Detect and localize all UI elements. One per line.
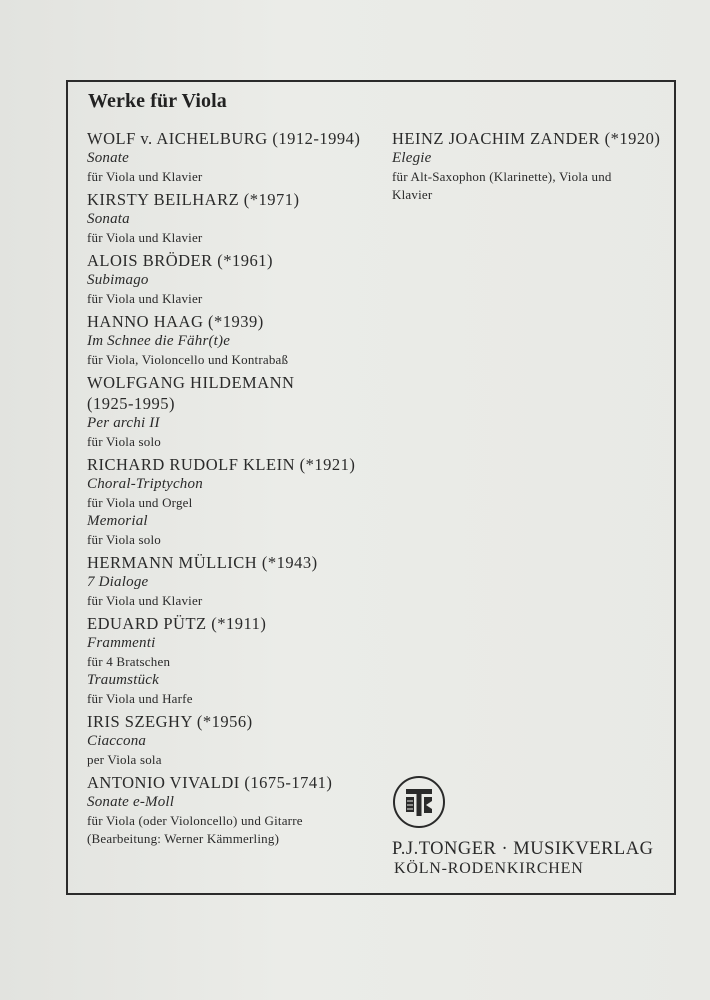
composer-name: ALOIS BRÖDER (*1961)	[87, 251, 273, 270]
composer-name: WOLFGANG HILDEMANN	[87, 373, 295, 392]
right-column	[392, 128, 662, 207]
catalog-frame	[66, 80, 676, 895]
composer-entry	[87, 711, 382, 769]
work-title: Traumstück	[87, 672, 160, 688]
work-title: Frammenti	[87, 635, 156, 651]
composer-entry	[87, 372, 382, 451]
composer-entry	[87, 189, 382, 247]
work-title: Per archi II	[87, 415, 160, 431]
work-title: Sonate e-Moll	[87, 794, 175, 810]
work-instrumentation: für Viola und Klavier	[87, 291, 203, 306]
left-column	[87, 128, 382, 851]
composer-name: ANTONIO VIVALDI (1675-1741)	[87, 773, 333, 792]
work-instrumentation: für Viola (oder Violoncello) und Gitarre	[87, 813, 303, 828]
publisher-name: P.J.TONGER · MUSIKVERLAG	[392, 839, 654, 859]
composer-entry	[392, 128, 662, 204]
work-instrumentation: für Viola und Klavier	[87, 169, 203, 184]
composer-entry	[87, 128, 382, 186]
work-title: Sonate	[87, 150, 130, 166]
work-instrumentation: für Viola und Klavier	[87, 230, 203, 245]
work-instrumentation: für Viola und Orgel	[87, 495, 193, 510]
work-instrumentation: per Viola sola	[87, 752, 162, 767]
composer-name: HEINZ JOACHIM ZANDER (*1920)	[392, 129, 661, 148]
work-title: Choral-Triptychon	[87, 476, 203, 492]
work-title: Memorial	[87, 513, 148, 529]
work-instrumentation: für Viola solo	[87, 434, 161, 449]
work-instrumentation-continued: Klavier	[392, 187, 433, 202]
composer-name: HERMANN MÜLLICH (*1943)	[87, 553, 318, 572]
work-instrumentation: für Viola, Violoncello und Kontrabaß	[87, 352, 289, 367]
work-title: Subimago	[87, 272, 149, 288]
arrangement-note: (Bearbeitung: Werner Kämmerling)	[87, 831, 280, 846]
composer-name: HANNO HAAG (*1939)	[87, 312, 264, 331]
composer-entry	[87, 454, 382, 549]
composer-dates: (1925-1995)	[87, 394, 175, 413]
work-instrumentation: für Viola solo	[87, 532, 161, 547]
work-title: 7 Dialoge	[87, 574, 149, 590]
composer-name: IRIS SZEGHY (*1956)	[87, 712, 253, 731]
composer-entry	[87, 772, 382, 848]
composer-name: EDUARD PÜTZ (*1911)	[87, 614, 267, 633]
composer-name: WOLF v. AICHELBURG (1912-1994)	[87, 129, 361, 148]
composer-entry	[87, 613, 382, 708]
composer-entry	[87, 250, 382, 308]
work-instrumentation: für 4 Bratschen	[87, 654, 171, 669]
catalog-heading: Werke für Viola	[88, 90, 227, 112]
composer-entry	[87, 552, 382, 610]
work-title: Im Schnee die Fähr(t)e	[87, 333, 231, 349]
work-instrumentation: für Alt-Saxophon (Klarinette), Viola und	[392, 169, 612, 184]
tonger-logo-icon	[392, 775, 446, 829]
work-title: Ciaccona	[87, 733, 147, 749]
composer-name: KIRSTY BEILHARZ (*1971)	[87, 190, 300, 209]
work-title: Elegie	[392, 150, 432, 166]
work-title: Sonata	[87, 211, 130, 227]
work-instrumentation: für Viola und Klavier	[87, 593, 203, 608]
publisher-city: KÖLN-RODENKIRCHEN	[394, 860, 584, 877]
composer-entry	[87, 311, 382, 369]
composer-name: RICHARD RUDOLF KLEIN (*1921)	[87, 455, 356, 474]
work-instrumentation: für Viola und Harfe	[87, 691, 193, 706]
